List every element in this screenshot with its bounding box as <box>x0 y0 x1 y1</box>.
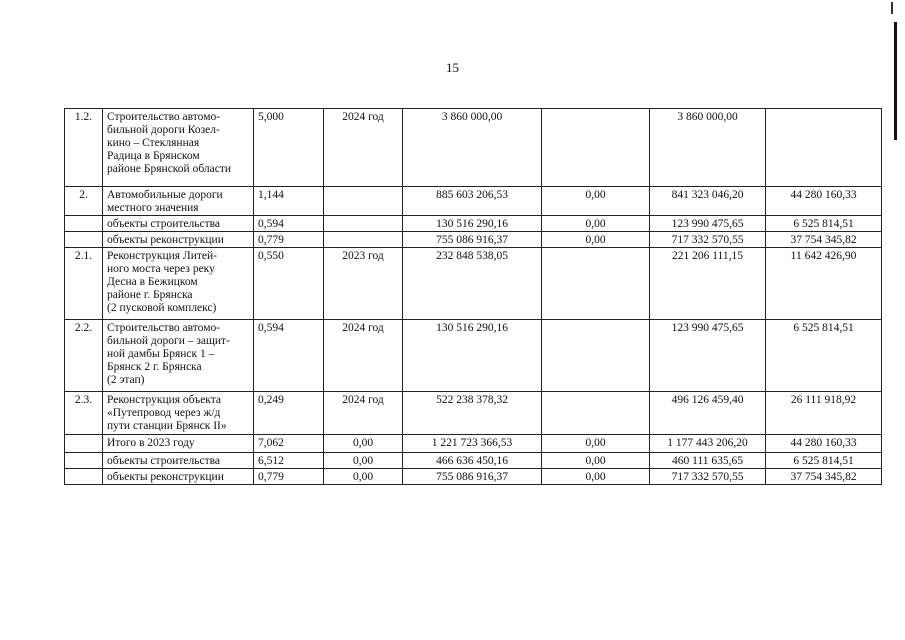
table-row <box>65 187 882 216</box>
budget-table-body <box>65 109 882 485</box>
total-amount-cell: 1 221 723 366,53 <box>403 435 542 453</box>
regional-budget-cell: 496 126 459,40 <box>650 392 766 435</box>
local-budget-cell: 6 525 814,51 <box>766 216 882 232</box>
year-cell: 2024 год <box>324 392 403 435</box>
regional-budget-cell: 123 990 475,65 <box>650 216 766 232</box>
row-number-cell: 2.2. <box>65 320 103 392</box>
year-cell: 0,00 <box>324 469 403 485</box>
local-budget-cell <box>766 109 882 187</box>
object-name-cell: Реконструкция Литей- ного моста через реку Десна в Бежицком районе г. Брянска (2 пусковой комплекс) <box>103 248 254 320</box>
length-cell: 0,594 <box>254 216 324 232</box>
year-cell: 2023 год <box>324 248 403 320</box>
row-number-cell: 2. <box>65 187 103 216</box>
federal-budget-cell <box>542 109 650 187</box>
row-number-cell: 2.3. <box>65 392 103 435</box>
scan-edge-bar <box>894 22 897 140</box>
object-name-cell: Реконструкция объекта «Путепровод через ж/д пути станции Брянск II» <box>103 392 254 435</box>
length-cell: 1,144 <box>254 187 324 216</box>
federal-budget-cell <box>542 248 650 320</box>
row-number-cell <box>65 216 103 232</box>
page-number: 15 <box>446 60 459 75</box>
budget-table <box>64 108 882 485</box>
table-row <box>65 248 882 320</box>
year-cell <box>324 187 403 216</box>
regional-budget-cell: 841 323 046,20 <box>650 187 766 216</box>
row-number-cell: 2.1. <box>65 248 103 320</box>
table-row <box>65 320 882 392</box>
federal-budget-cell: 0,00 <box>542 453 650 469</box>
federal-budget-cell <box>542 320 650 392</box>
federal-budget-cell: 0,00 <box>542 216 650 232</box>
regional-budget-cell: 460 111 635,65 <box>650 453 766 469</box>
total-amount-cell: 466 636 450,16 <box>403 453 542 469</box>
federal-budget-cell: 0,00 <box>542 187 650 216</box>
local-budget-cell: 37 754 345,82 <box>766 469 882 485</box>
table-row <box>65 392 882 435</box>
regional-budget-cell: 221 206 111,15 <box>650 248 766 320</box>
object-name-cell: объекты строительства <box>103 453 254 469</box>
table-row <box>65 469 882 485</box>
federal-budget-cell: 0,00 <box>542 435 650 453</box>
object-name-cell: объекты реконструкции <box>103 469 254 485</box>
total-amount-cell: 232 848 538,05 <box>403 248 542 320</box>
total-amount-cell: 885 603 206,53 <box>403 187 542 216</box>
length-cell: 0,779 <box>254 232 324 248</box>
total-amount-cell: 130 516 290,16 <box>403 216 542 232</box>
table-row <box>65 109 882 187</box>
table-row <box>65 435 882 453</box>
scan-mark <box>891 2 893 14</box>
federal-budget-cell <box>542 392 650 435</box>
table-row <box>65 216 882 232</box>
total-amount-cell: 755 086 916,37 <box>403 469 542 485</box>
length-cell: 7,062 <box>254 435 324 453</box>
object-name-cell: объекты строительства <box>103 216 254 232</box>
object-name-cell: Строительство автомо- бильной дороги – защит- ной дамбы Брянск 1 – Брянск 2 г. Брянска (2 этап) <box>103 320 254 392</box>
federal-budget-cell: 0,00 <box>542 232 650 248</box>
total-amount-cell: 522 238 378,32 <box>403 392 542 435</box>
local-budget-cell: 26 111 918,92 <box>766 392 882 435</box>
regional-budget-cell: 1 177 443 206,20 <box>650 435 766 453</box>
local-budget-cell: 11 642 426,90 <box>766 248 882 320</box>
regional-budget-cell: 123 990 475,65 <box>650 320 766 392</box>
row-number-cell: 1.2. <box>65 109 103 187</box>
row-number-cell <box>65 453 103 469</box>
year-cell: 2024 год <box>324 109 403 187</box>
object-name-cell: Автомобильные дороги местного значения <box>103 187 254 216</box>
local-budget-cell: 6 525 814,51 <box>766 453 882 469</box>
year-cell: 0,00 <box>324 435 403 453</box>
table-row <box>65 232 882 248</box>
object-name-cell: Итого в 2023 году <box>103 435 254 453</box>
year-cell: 0,00 <box>324 453 403 469</box>
object-name-cell: объекты реконструкции <box>103 232 254 248</box>
row-number-cell <box>65 435 103 453</box>
local-budget-cell: 44 280 160,33 <box>766 187 882 216</box>
object-name-cell: Строительство автомо- бильной дороги Козел- кино – Стеклянная Радица в Брянском районе Брянской области <box>103 109 254 187</box>
length-cell: 5,000 <box>254 109 324 187</box>
length-cell: 0,779 <box>254 469 324 485</box>
total-amount-cell: 3 860 000,00 <box>403 109 542 187</box>
row-number-cell <box>65 469 103 485</box>
length-cell: 0,249 <box>254 392 324 435</box>
length-cell: 6,512 <box>254 453 324 469</box>
length-cell: 0,594 <box>254 320 324 392</box>
total-amount-cell: 755 086 916,37 <box>403 232 542 248</box>
row-number-cell <box>65 232 103 248</box>
local-budget-cell: 37 754 345,82 <box>766 232 882 248</box>
year-cell <box>324 232 403 248</box>
length-cell: 0,550 <box>254 248 324 320</box>
table-row <box>65 453 882 469</box>
year-cell <box>324 216 403 232</box>
regional-budget-cell: 3 860 000,00 <box>650 109 766 187</box>
local-budget-cell: 44 280 160,33 <box>766 435 882 453</box>
regional-budget-cell: 717 332 570,55 <box>650 232 766 248</box>
total-amount-cell: 130 516 290,16 <box>403 320 542 392</box>
local-budget-cell: 6 525 814,51 <box>766 320 882 392</box>
year-cell: 2024 год <box>324 320 403 392</box>
regional-budget-cell: 717 332 570,55 <box>650 469 766 485</box>
federal-budget-cell: 0,00 <box>542 469 650 485</box>
